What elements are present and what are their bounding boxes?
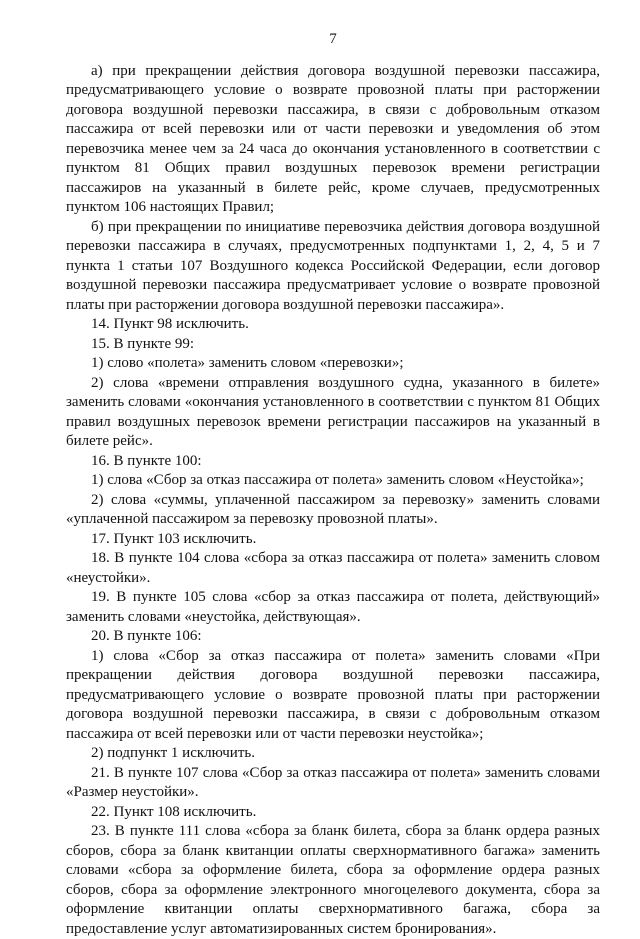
paragraph: 15. В пункте 99: (66, 335, 600, 355)
page-number: 7 (66, 30, 600, 50)
paragraph: 2) подпункт 1 исключить. (66, 744, 600, 764)
paragraph: 2) слова «времени отправления воздушного судна, указанного в билете» заменить словами «окончания установленного в соответствии с пунктом 81 Общих правил воздушных перевозок времени регистрации пассажиров на указанный в билете рейс». (66, 374, 600, 452)
paragraph: 1) слова «Сбор за отказ пассажира от полета» заменить словом «Неустойка»; (66, 471, 600, 491)
paragraph: 2) слова «суммы, уплаченной пассажиром за перевозку» заменить словами «уплаченной пассажиром за перевозку провозной платы». (66, 491, 600, 530)
paragraph: 19. В пункте 105 слова «сбор за отказ пассажира от полета, действующий» заменить словами «неустойка, действующая». (66, 588, 600, 627)
paragraph: 20. В пункте 106: (66, 627, 600, 647)
paragraph: 22. Пункт 108 исключить. (66, 803, 600, 823)
paragraph: 18. В пункте 104 слова «сбора за отказ пассажира от полета» заменить словом «неустойки». (66, 549, 600, 588)
paragraph: 14. Пункт 98 исключить. (66, 315, 600, 335)
paragraph: 1) слова «Сбор за отказ пассажира от полета» заменить словами «При прекращении действия договора воздушной перевозки пассажира, предусматривающего условие о возврате провозной платы при расторжении договора воздушной перевозки пассажира, в связи с добровольным отказом пассажира от всей перевозки или от части перевозки неустойка»; (66, 647, 600, 745)
document-body (66, 62, 600, 939)
paragraph: 1) слово «полета» заменить словом «перевозки»; (66, 354, 600, 374)
paragraph: 17. Пункт 103 исключить. (66, 530, 600, 550)
paragraph: 16. В пункте 100: (66, 452, 600, 472)
paragraph: 21. В пункте 107 слова «Сбор за отказ пассажира от полета» заменить словами «Размер неустойки». (66, 764, 600, 803)
paragraph: б) при прекращении по инициативе перевозчика действия договора воздушной перевозки пассажира в случаях, предусмотренных подпунктами 1, 2, 4, 5 и 7 пункта 1 статьи 107 Воздушного кодекса Российской Федерации, если договор воздушной перевозки пассажира предусматривает условие о возврате провозной платы при расторжении договора воздушной перевозки пассажира». (66, 218, 600, 316)
paragraph: 23. В пункте 111 слова «сбора за бланк билета, сбора за бланк ордера разных сборов, сбора за бланк квитанции оплаты сверхнормативного багажа» заменить словами «сбора за оформление билета, сбора за оформление ордера разных сборов, сбора за оформление электронного многоцелевого документа, сбора за оформление квитанции оплаты сверхнормативного багажа, сбора за предоставление услуг автоматизированных систем бронирования». (66, 822, 600, 939)
paragraph: а) при прекращении действия договора воздушной перевозки пассажира, предусматривающего условие о возврате провозной платы при расторжении договора воздушной перевозки пассажира, в связи с добровольным отказом пассажира от всей перевозки или от части перевозки и уведомления об этом перевозчика менее чем за 24 часа до окончания установленного в соответствии с пунктом 81 Общих правил воздушных перевозок времени регистрации пассажиров на указанный в билете рейс, кроме случаев, предусмотренных пунктом 106 настоящих Правил; (66, 62, 600, 218)
